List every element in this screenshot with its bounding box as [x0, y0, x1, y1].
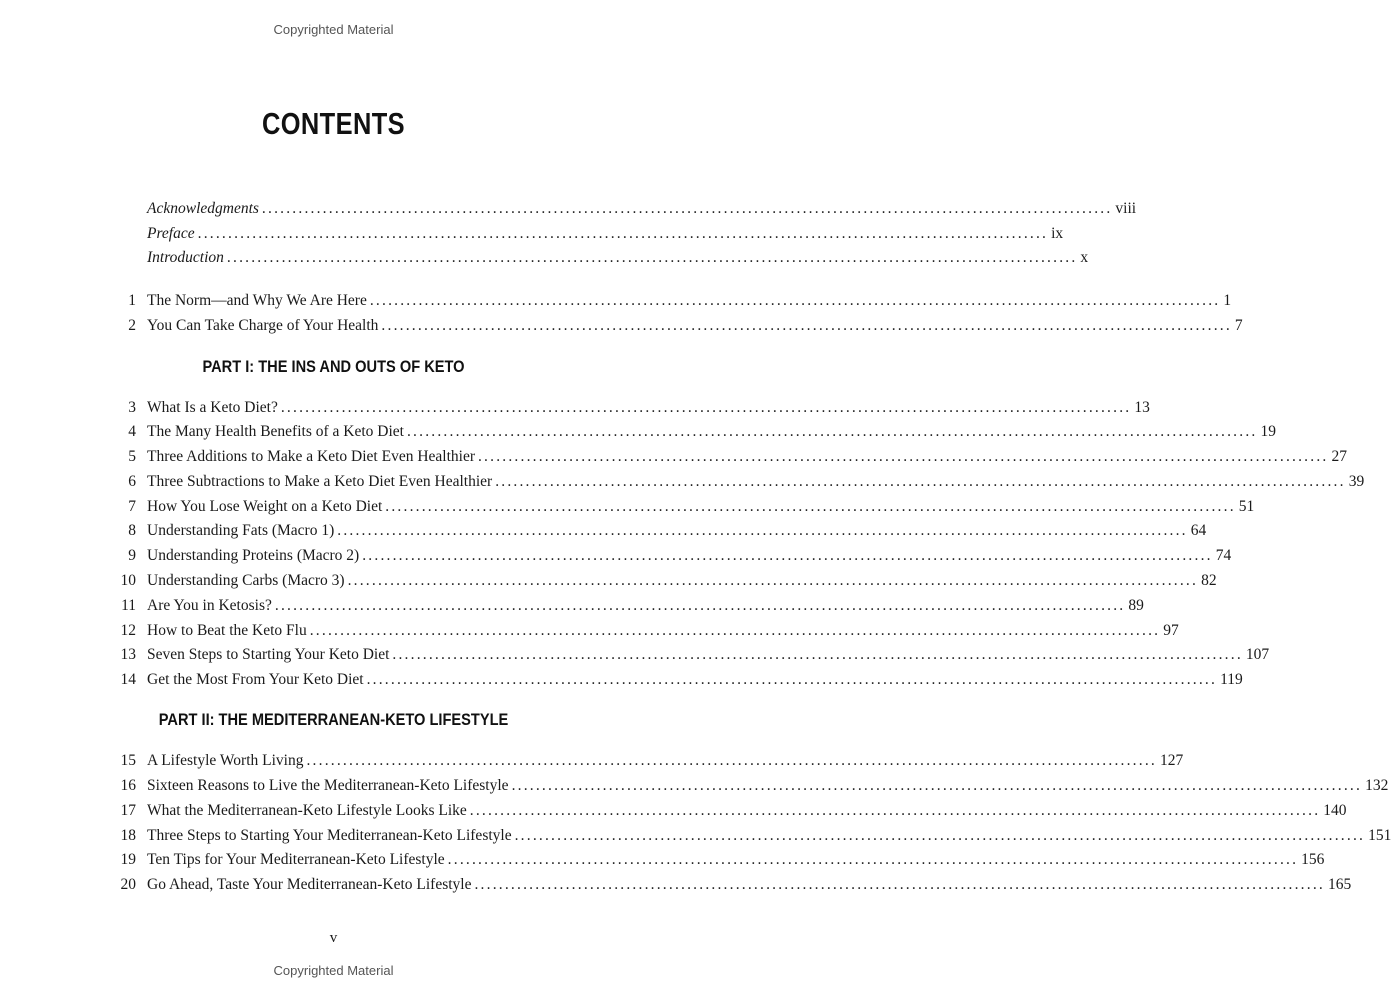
toc-entry[interactable]	[110, 774, 1389, 798]
part-heading: PART II: THE MEDITERRANEAN-KETO LIFESTYLE	[158, 710, 509, 729]
chapter-number: 8	[128, 522, 136, 539]
entry-page: 64	[1190, 522, 1207, 539]
entry-label: Ten Tips for Your Mediterranean-Keto Lifestyle	[147, 851, 445, 868]
entry-page: 1	[1223, 292, 1232, 309]
dot-leader: ............................................................................................................................................	[369, 292, 1221, 309]
page-folio: v	[329, 930, 338, 946]
toc-entry[interactable]	[110, 873, 1352, 897]
chapter-number: 9	[128, 547, 136, 564]
chapter-number: 12	[120, 622, 136, 639]
entry-page: 13	[1134, 399, 1150, 416]
toc-entry[interactable]	[110, 619, 1179, 643]
toc-entry[interactable]	[110, 420, 1276, 444]
entry-page: 51	[1238, 498, 1255, 515]
toc-entry[interactable]	[110, 289, 1232, 313]
entry-page: 7	[1234, 317, 1243, 334]
dot-leader: ............................................................................................................................................	[309, 622, 1161, 639]
entry-label: Understanding Carbs (Macro 3)	[147, 572, 345, 589]
chapter-number: 15	[120, 752, 136, 769]
entry-page: 27	[1331, 448, 1347, 465]
chapter-number: 11	[121, 597, 136, 614]
entry-page: 165	[1327, 876, 1352, 893]
toc-entry[interactable]	[110, 396, 1150, 420]
toc-entry[interactable]	[110, 668, 1243, 692]
chapter-number: 2	[128, 317, 136, 334]
toc-entry[interactable]	[110, 246, 1089, 270]
entry-label: Sixteen Reasons to Live the Mediterranean-Keto Lifestyle	[147, 777, 509, 794]
part-heading: PART I: THE INS AND OUTS OF KETO	[202, 357, 465, 376]
dot-leader: ............................................................................................................................................	[406, 423, 1258, 440]
entry-page: x	[1080, 249, 1089, 266]
chapter-number: 18	[120, 827, 136, 844]
entry-page: 127	[1159, 752, 1184, 769]
dot-leader: ............................................................................................................................................	[385, 498, 1236, 515]
entry-label: How to Beat the Keto Flu	[147, 622, 307, 639]
chapter-number: 7	[128, 498, 136, 515]
dot-leader: ............................................................................................................................................	[274, 597, 1126, 614]
entry-label: Go Ahead, Taste Your Mediterranean-Keto Lifestyle	[147, 876, 472, 893]
entry-page: 151	[1368, 827, 1391, 844]
chapter-number: 1	[128, 292, 136, 309]
toc-entry[interactable]	[110, 749, 1184, 773]
entry-label: You Can Take Charge of Your Health	[147, 317, 379, 334]
entry-label: Three Subtractions to Make a Keto Diet Even Healthier	[147, 473, 493, 490]
toc-entry[interactable]	[110, 519, 1207, 543]
entry-label: The Many Health Benefits of a Keto Diet	[147, 423, 404, 440]
toc-entry[interactable]	[110, 495, 1255, 519]
toc-entry[interactable]	[110, 470, 1365, 494]
entry-page: 132	[1365, 777, 1389, 794]
entry-page: 39	[1348, 473, 1365, 490]
dot-leader: ............................................................................................................................................	[511, 777, 1363, 794]
dot-leader: ............................................................................................................................................	[347, 572, 1199, 589]
toc-entry[interactable]	[110, 544, 1232, 568]
dot-leader: ............................................................................................................................................	[469, 802, 1321, 819]
entry-label: A Lifestyle Worth Living	[147, 752, 304, 769]
entry-label: Introduction	[147, 249, 224, 266]
chapter-number: 4	[128, 423, 136, 440]
entry-page: 82	[1201, 572, 1217, 589]
chapter-number: 17	[120, 802, 136, 819]
entry-page: 74	[1215, 547, 1232, 564]
dot-leader: ............................................................................................................................................	[381, 317, 1232, 334]
entry-label: Three Steps to Starting Your Mediterranean-Keto Lifestyle	[147, 827, 512, 844]
chapter-number: 13	[120, 646, 136, 663]
toc-entry[interactable]	[110, 222, 1064, 246]
toc-entry[interactable]	[110, 824, 1391, 848]
chapter-number: 20	[120, 876, 136, 893]
entry-page: 19	[1260, 423, 1276, 440]
dot-leader: ............................................................................................................................................	[495, 473, 1346, 490]
toc-entry[interactable]	[110, 594, 1144, 618]
toc-entry[interactable]	[110, 643, 1270, 667]
toc-entry[interactable]	[110, 314, 1243, 338]
copyright-footer: Copyrighted Material	[273, 963, 394, 978]
entry-label: Three Additions to Make a Keto Diet Even Healthier	[147, 448, 475, 465]
entry-page: viii	[1115, 200, 1137, 217]
entry-page: 89	[1128, 597, 1144, 614]
chapter-number: 6	[128, 473, 136, 490]
entry-label: Seven Steps to Starting Your Keto Diet	[147, 646, 390, 663]
dot-leader: ............................................................................................................................................	[306, 752, 1157, 769]
dot-leader: ............................................................................................................................................	[477, 448, 1329, 465]
entry-label: Get the Most From Your Keto Diet	[147, 671, 364, 688]
entry-page: 140	[1323, 802, 1347, 819]
dot-leader: ............................................................................................................................................	[514, 827, 1366, 844]
toc-entry[interactable]	[110, 848, 1325, 872]
chapter-number: 3	[128, 399, 136, 416]
dot-leader: ............................................................................................................................................	[337, 522, 1188, 539]
copyright-header: Copyrighted Material	[273, 22, 394, 37]
chapter-number: 19	[120, 851, 136, 868]
dot-leader: ............................................................................................................................................	[447, 851, 1299, 868]
toc-entry[interactable]	[110, 569, 1217, 593]
page-title: CONTENTS	[261, 106, 406, 141]
entry-page: 119	[1220, 671, 1243, 688]
entry-label: Are You in Ketosis?	[147, 597, 272, 614]
dot-leader: ............................................................................................................................................	[226, 249, 1078, 266]
entry-label: What Is a Keto Diet?	[147, 399, 278, 416]
entry-page: 97	[1163, 622, 1179, 639]
chapter-number: 10	[120, 572, 136, 589]
entry-label: Understanding Fats (Macro 1)	[147, 522, 335, 539]
entry-label: What the Mediterranean-Keto Lifestyle Looks Like	[147, 802, 467, 819]
dot-leader: ............................................................................................................................................	[474, 876, 1325, 893]
dot-leader: ............................................................................................................................................	[280, 399, 1132, 416]
dot-leader: ............................................................................................................................................	[197, 225, 1049, 242]
entry-label: Understanding Proteins (Macro 2)	[147, 547, 360, 564]
dot-leader: ............................................................................................................................................	[261, 200, 1113, 217]
chapter-number: 14	[120, 671, 136, 688]
dot-leader: ............................................................................................................................................	[366, 671, 1218, 688]
dot-leader: ............................................................................................................................................	[362, 547, 1213, 564]
toc-entry[interactable]	[110, 197, 1137, 221]
entry-label: Acknowledgments	[147, 200, 259, 217]
entry-page: 156	[1301, 851, 1325, 868]
toc-entry[interactable]	[110, 799, 1347, 823]
entry-page: ix	[1051, 225, 1064, 242]
entry-label: The Norm—and Why We Are Here	[147, 292, 367, 309]
dot-leader: ............................................................................................................................................	[392, 646, 1243, 663]
entry-label: Preface	[147, 225, 195, 242]
entry-label: How You Lose Weight on a Keto Diet	[147, 498, 383, 515]
chapter-number: 16	[120, 777, 136, 794]
chapter-number: 5	[128, 448, 136, 465]
entry-page: 107	[1245, 646, 1270, 663]
toc-entry[interactable]	[110, 445, 1347, 469]
